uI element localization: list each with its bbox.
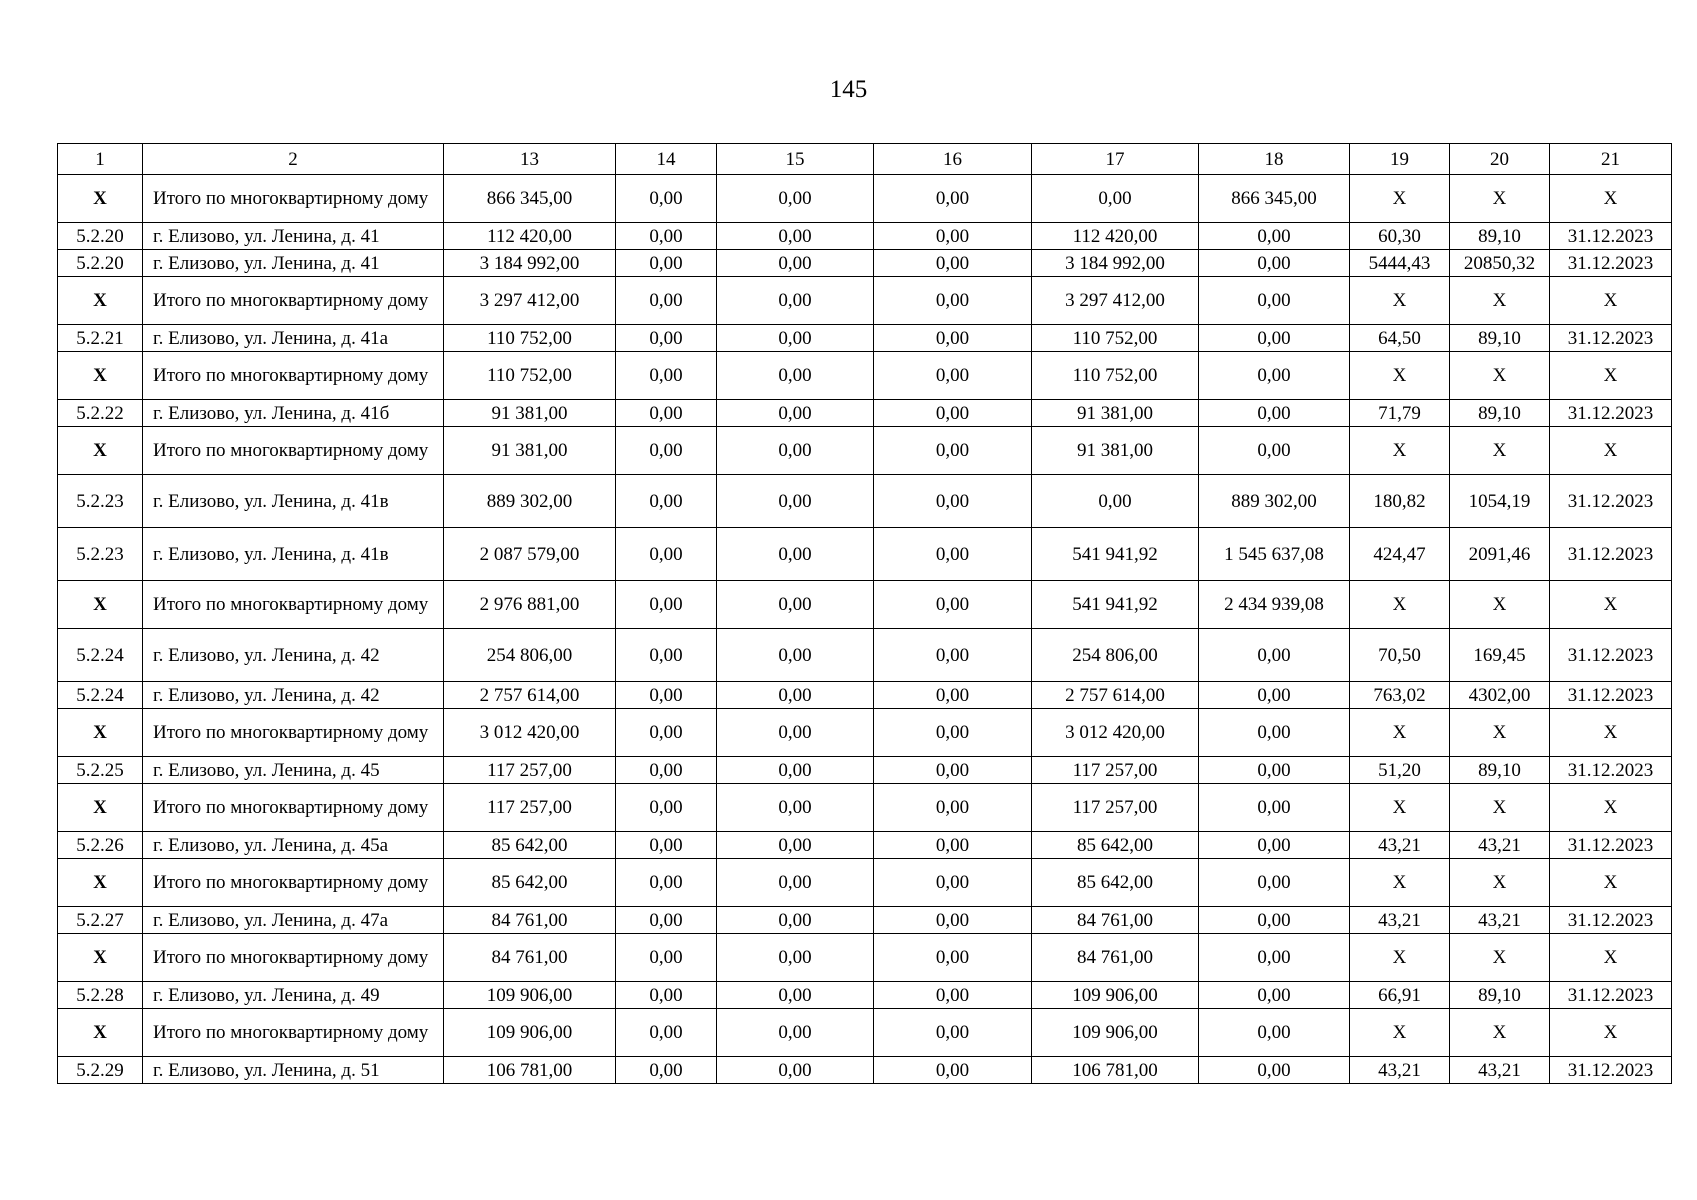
value-cell: 0,00 bbox=[1199, 832, 1350, 859]
value-cell: 254 806,00 bbox=[1032, 629, 1199, 682]
table-row bbox=[58, 709, 1672, 757]
value-cell: 0,00 bbox=[874, 934, 1032, 982]
value-cell: 0,00 bbox=[717, 682, 874, 709]
value-cell: X bbox=[1550, 352, 1672, 400]
row-number-cell: X bbox=[58, 175, 143, 223]
value-cell: 2 976 881,00 bbox=[444, 581, 616, 629]
value-cell: 0,00 bbox=[1032, 175, 1199, 223]
value-cell: 31.12.2023 bbox=[1550, 528, 1672, 581]
address-cell: г. Елизово, ул. Ленина, д. 41 bbox=[143, 250, 444, 277]
value-cell: 0,00 bbox=[616, 709, 717, 757]
value-cell: 0,00 bbox=[1199, 907, 1350, 934]
value-cell: 117 257,00 bbox=[1032, 784, 1199, 832]
table-row bbox=[58, 1009, 1672, 1057]
value-cell: 0,00 bbox=[874, 1009, 1032, 1057]
value-cell: 0,00 bbox=[1199, 1009, 1350, 1057]
value-cell: 0,00 bbox=[1199, 784, 1350, 832]
value-cell: 2 087 579,00 bbox=[444, 528, 616, 581]
value-cell: 0,00 bbox=[874, 629, 1032, 682]
value-cell: 889 302,00 bbox=[1199, 475, 1350, 528]
value-cell: X bbox=[1450, 859, 1550, 907]
value-cell: 112 420,00 bbox=[444, 223, 616, 250]
value-cell: 0,00 bbox=[717, 629, 874, 682]
address-cell: Итого по многоквартирному дому bbox=[143, 859, 444, 907]
row-number-cell: 5.2.25 bbox=[58, 757, 143, 784]
value-cell: 0,00 bbox=[1199, 1057, 1350, 1084]
row-number-cell: X bbox=[58, 784, 143, 832]
row-number-cell: X bbox=[58, 427, 143, 475]
value-cell: 110 752,00 bbox=[1032, 352, 1199, 400]
value-cell: 31.12.2023 bbox=[1550, 475, 1672, 528]
value-cell: 31.12.2023 bbox=[1550, 907, 1672, 934]
value-cell: 0,00 bbox=[717, 784, 874, 832]
value-cell: 0,00 bbox=[1199, 277, 1350, 325]
table-row bbox=[58, 528, 1672, 581]
value-cell: 180,82 bbox=[1350, 475, 1450, 528]
value-cell: 31.12.2023 bbox=[1550, 757, 1672, 784]
table-header-row bbox=[58, 144, 1672, 175]
value-cell: X bbox=[1450, 175, 1550, 223]
row-number-cell: 5.2.23 bbox=[58, 475, 143, 528]
value-cell: 2091,46 bbox=[1450, 528, 1550, 581]
value-cell: 110 752,00 bbox=[444, 352, 616, 400]
table-row bbox=[58, 223, 1672, 250]
address-cell: г. Елизово, ул. Ленина, д. 51 bbox=[143, 1057, 444, 1084]
address-cell: Итого по многоквартирному дому bbox=[143, 934, 444, 982]
row-number-cell: X bbox=[58, 709, 143, 757]
value-cell: 0,00 bbox=[1199, 325, 1350, 352]
row-number-cell: 5.2.20 bbox=[58, 250, 143, 277]
row-number-cell: 5.2.24 bbox=[58, 682, 143, 709]
value-cell: 0,00 bbox=[874, 175, 1032, 223]
value-cell: 85 642,00 bbox=[1032, 859, 1199, 907]
value-cell: 43,21 bbox=[1350, 907, 1450, 934]
value-cell: 31.12.2023 bbox=[1550, 1057, 1672, 1084]
value-cell: 89,10 bbox=[1450, 982, 1550, 1009]
value-cell: 0,00 bbox=[616, 982, 717, 1009]
address-cell: г. Елизово, ул. Ленина, д. 42 bbox=[143, 682, 444, 709]
value-cell: X bbox=[1450, 581, 1550, 629]
header-cell: 14 bbox=[616, 144, 717, 175]
table-row bbox=[58, 629, 1672, 682]
value-cell: 254 806,00 bbox=[444, 629, 616, 682]
value-cell: X bbox=[1550, 277, 1672, 325]
value-cell: 0,00 bbox=[1199, 682, 1350, 709]
value-cell: 0,00 bbox=[717, 175, 874, 223]
value-cell: 0,00 bbox=[717, 223, 874, 250]
value-cell: 0,00 bbox=[1199, 709, 1350, 757]
row-number-cell: X bbox=[58, 934, 143, 982]
address-cell: г. Елизово, ул. Ленина, д. 41в bbox=[143, 528, 444, 581]
value-cell: 31.12.2023 bbox=[1550, 325, 1672, 352]
header-cell: 17 bbox=[1032, 144, 1199, 175]
value-cell: 0,00 bbox=[874, 907, 1032, 934]
value-cell: 85 642,00 bbox=[1032, 832, 1199, 859]
value-cell: 0,00 bbox=[874, 982, 1032, 1009]
value-cell: 2 757 614,00 bbox=[1032, 682, 1199, 709]
address-cell: Итого по многоквартирному дому bbox=[143, 352, 444, 400]
value-cell: 0,00 bbox=[717, 427, 874, 475]
value-cell: 889 302,00 bbox=[444, 475, 616, 528]
address-cell: г. Елизово, ул. Ленина, д. 45а bbox=[143, 832, 444, 859]
value-cell: 0,00 bbox=[616, 581, 717, 629]
value-cell: 0,00 bbox=[616, 784, 717, 832]
value-cell: X bbox=[1550, 784, 1672, 832]
value-cell: 0,00 bbox=[874, 427, 1032, 475]
value-cell: 109 906,00 bbox=[1032, 1009, 1199, 1057]
value-cell: X bbox=[1350, 175, 1450, 223]
address-cell: г. Елизово, ул. Ленина, д. 42 bbox=[143, 629, 444, 682]
value-cell: 0,00 bbox=[616, 400, 717, 427]
value-cell: 0,00 bbox=[1199, 400, 1350, 427]
table-row bbox=[58, 1057, 1672, 1084]
value-cell: 0,00 bbox=[874, 400, 1032, 427]
value-cell: 763,02 bbox=[1350, 682, 1450, 709]
value-cell: 0,00 bbox=[874, 352, 1032, 400]
header-cell: 21 bbox=[1550, 144, 1672, 175]
value-cell: 0,00 bbox=[717, 907, 874, 934]
value-cell: 541 941,92 bbox=[1032, 581, 1199, 629]
address-cell: г. Елизово, ул. Ленина, д. 41б bbox=[143, 400, 444, 427]
value-cell: 0,00 bbox=[616, 277, 717, 325]
value-cell: 2 757 614,00 bbox=[444, 682, 616, 709]
row-number-cell: 5.2.20 bbox=[58, 223, 143, 250]
value-cell: X bbox=[1450, 784, 1550, 832]
value-cell: 0,00 bbox=[717, 528, 874, 581]
table-row bbox=[58, 581, 1672, 629]
value-cell: 0,00 bbox=[874, 581, 1032, 629]
value-cell: X bbox=[1350, 859, 1450, 907]
address-cell: Итого по многоквартирному дому bbox=[143, 175, 444, 223]
value-cell: 91 381,00 bbox=[444, 427, 616, 475]
value-cell: 866 345,00 bbox=[1199, 175, 1350, 223]
page-number: 145 bbox=[829, 76, 868, 103]
value-cell: 3 184 992,00 bbox=[1032, 250, 1199, 277]
row-number-cell: X bbox=[58, 1009, 143, 1057]
value-cell: 0,00 bbox=[1199, 427, 1350, 475]
value-cell: 4302,00 bbox=[1450, 682, 1550, 709]
value-cell: 0,00 bbox=[874, 859, 1032, 907]
value-cell: X bbox=[1550, 709, 1672, 757]
value-cell: 0,00 bbox=[717, 982, 874, 1009]
value-cell: 0,00 bbox=[616, 528, 717, 581]
value-cell: 31.12.2023 bbox=[1550, 400, 1672, 427]
value-cell: X bbox=[1450, 934, 1550, 982]
value-cell: 0,00 bbox=[717, 1009, 874, 1057]
value-cell: 91 381,00 bbox=[444, 400, 616, 427]
table-row bbox=[58, 277, 1672, 325]
value-cell: 3 012 420,00 bbox=[444, 709, 616, 757]
value-cell: 0,00 bbox=[616, 682, 717, 709]
data-table bbox=[57, 143, 1672, 1084]
value-cell: 0,00 bbox=[616, 757, 717, 784]
value-cell: 31.12.2023 bbox=[1550, 682, 1672, 709]
value-cell: 43,21 bbox=[1450, 832, 1550, 859]
address-cell: Итого по многоквартирному дому bbox=[143, 277, 444, 325]
table-row bbox=[58, 250, 1672, 277]
table-row bbox=[58, 784, 1672, 832]
value-cell: 43,21 bbox=[1450, 1057, 1550, 1084]
address-cell: Итого по многоквартирному дому bbox=[143, 581, 444, 629]
row-number-cell: X bbox=[58, 581, 143, 629]
value-cell: 0,00 bbox=[717, 832, 874, 859]
header-cell: 15 bbox=[717, 144, 874, 175]
value-cell: 31.12.2023 bbox=[1550, 223, 1672, 250]
value-cell: 0,00 bbox=[1199, 352, 1350, 400]
address-cell: г. Елизово, ул. Ленина, д. 47а bbox=[143, 907, 444, 934]
value-cell: 0,00 bbox=[717, 400, 874, 427]
value-cell: 0,00 bbox=[717, 859, 874, 907]
value-cell: 0,00 bbox=[874, 832, 1032, 859]
value-cell: 0,00 bbox=[717, 325, 874, 352]
value-cell: X bbox=[1550, 859, 1672, 907]
header-cell: 19 bbox=[1350, 144, 1450, 175]
table-row bbox=[58, 475, 1672, 528]
value-cell: 0,00 bbox=[874, 709, 1032, 757]
value-cell: 3 297 412,00 bbox=[1032, 277, 1199, 325]
value-cell: 51,20 bbox=[1350, 757, 1450, 784]
value-cell: 3 297 412,00 bbox=[444, 277, 616, 325]
value-cell: 2 434 939,08 bbox=[1199, 581, 1350, 629]
header-cell: 2 bbox=[143, 144, 444, 175]
value-cell: X bbox=[1550, 175, 1672, 223]
value-cell: 0,00 bbox=[616, 475, 717, 528]
value-cell: 117 257,00 bbox=[1032, 757, 1199, 784]
value-cell: 85 642,00 bbox=[444, 832, 616, 859]
value-cell: 0,00 bbox=[874, 250, 1032, 277]
value-cell: 84 761,00 bbox=[1032, 907, 1199, 934]
value-cell: X bbox=[1350, 352, 1450, 400]
value-cell: X bbox=[1450, 709, 1550, 757]
address-cell: г. Елизово, ул. Ленина, д. 41а bbox=[143, 325, 444, 352]
value-cell: 3 184 992,00 bbox=[444, 250, 616, 277]
value-cell: 89,10 bbox=[1450, 757, 1550, 784]
value-cell: 1054,19 bbox=[1450, 475, 1550, 528]
value-cell: 3 012 420,00 bbox=[1032, 709, 1199, 757]
row-number-cell: X bbox=[58, 859, 143, 907]
value-cell: 0,00 bbox=[874, 223, 1032, 250]
value-cell: 66,91 bbox=[1350, 982, 1450, 1009]
value-cell: 0,00 bbox=[717, 352, 874, 400]
value-cell: 43,21 bbox=[1350, 832, 1450, 859]
value-cell: 0,00 bbox=[616, 934, 717, 982]
value-cell: X bbox=[1350, 277, 1450, 325]
value-cell: 0,00 bbox=[874, 1057, 1032, 1084]
address-cell: г. Елизово, ул. Ленина, д. 49 bbox=[143, 982, 444, 1009]
value-cell: 0,00 bbox=[717, 709, 874, 757]
value-cell: 541 941,92 bbox=[1032, 528, 1199, 581]
value-cell: 0,00 bbox=[717, 934, 874, 982]
value-cell: X bbox=[1350, 1009, 1450, 1057]
header-cell: 18 bbox=[1199, 144, 1350, 175]
value-cell: X bbox=[1350, 784, 1450, 832]
value-cell: 43,21 bbox=[1350, 1057, 1450, 1084]
table-row bbox=[58, 859, 1672, 907]
value-cell: 0,00 bbox=[616, 859, 717, 907]
table-row bbox=[58, 682, 1672, 709]
value-cell: 0,00 bbox=[1199, 859, 1350, 907]
table-row bbox=[58, 352, 1672, 400]
row-number-cell: 5.2.23 bbox=[58, 528, 143, 581]
value-cell: 84 761,00 bbox=[444, 934, 616, 982]
address-cell: г. Елизово, ул. Ленина, д. 41 bbox=[143, 223, 444, 250]
value-cell: 0,00 bbox=[1199, 982, 1350, 1009]
value-cell: 0,00 bbox=[874, 528, 1032, 581]
address-cell: г. Елизово, ул. Ленина, д. 41в bbox=[143, 475, 444, 528]
row-number-cell: X bbox=[58, 352, 143, 400]
value-cell: X bbox=[1450, 1009, 1550, 1057]
value-cell: 110 752,00 bbox=[1032, 325, 1199, 352]
value-cell: 70,50 bbox=[1350, 629, 1450, 682]
value-cell: 0,00 bbox=[717, 475, 874, 528]
value-cell: 0,00 bbox=[717, 1057, 874, 1084]
value-cell: 0,00 bbox=[874, 682, 1032, 709]
value-cell: 0,00 bbox=[616, 325, 717, 352]
value-cell: 110 752,00 bbox=[444, 325, 616, 352]
value-cell: 31.12.2023 bbox=[1550, 629, 1672, 682]
value-cell: 866 345,00 bbox=[444, 175, 616, 223]
row-number-cell: 5.2.24 bbox=[58, 629, 143, 682]
value-cell: 0,00 bbox=[1199, 223, 1350, 250]
value-cell: 0,00 bbox=[717, 581, 874, 629]
value-cell: 91 381,00 bbox=[1032, 427, 1199, 475]
value-cell: 64,50 bbox=[1350, 325, 1450, 352]
value-cell: X bbox=[1450, 277, 1550, 325]
value-cell: 109 906,00 bbox=[1032, 982, 1199, 1009]
value-cell: 84 761,00 bbox=[1032, 934, 1199, 982]
row-number-cell: 5.2.28 bbox=[58, 982, 143, 1009]
value-cell: 0,00 bbox=[1199, 934, 1350, 982]
table-row bbox=[58, 175, 1672, 223]
header-cell: 16 bbox=[874, 144, 1032, 175]
header-cell: 1 bbox=[58, 144, 143, 175]
value-cell: X bbox=[1550, 427, 1672, 475]
value-cell: 85 642,00 bbox=[444, 859, 616, 907]
header-cell: 20 bbox=[1450, 144, 1550, 175]
value-cell: 0,00 bbox=[874, 475, 1032, 528]
value-cell: 0,00 bbox=[616, 629, 717, 682]
value-cell: 112 420,00 bbox=[1032, 223, 1199, 250]
address-cell: Итого по многоквартирному дому bbox=[143, 1009, 444, 1057]
address-cell: Итого по многоквартирному дому bbox=[143, 709, 444, 757]
value-cell: 0,00 bbox=[616, 223, 717, 250]
value-cell: 5444,43 bbox=[1350, 250, 1450, 277]
value-cell: X bbox=[1350, 427, 1450, 475]
table-row bbox=[58, 400, 1672, 427]
address-cell: Итого по многоквартирному дому bbox=[143, 427, 444, 475]
table-row bbox=[58, 832, 1672, 859]
value-cell: 60,30 bbox=[1350, 223, 1450, 250]
address-cell: г. Елизово, ул. Ленина, д. 45 bbox=[143, 757, 444, 784]
table-row bbox=[58, 325, 1672, 352]
value-cell: 0,00 bbox=[1199, 757, 1350, 784]
value-cell: 0,00 bbox=[717, 250, 874, 277]
value-cell: X bbox=[1550, 581, 1672, 629]
table-row bbox=[58, 427, 1672, 475]
value-cell: 31.12.2023 bbox=[1550, 832, 1672, 859]
row-number-cell: 5.2.22 bbox=[58, 400, 143, 427]
value-cell: 0,00 bbox=[616, 352, 717, 400]
value-cell: 71,79 bbox=[1350, 400, 1450, 427]
value-cell: 0,00 bbox=[874, 757, 1032, 784]
value-cell: X bbox=[1550, 1009, 1672, 1057]
value-cell: 91 381,00 bbox=[1032, 400, 1199, 427]
table-row bbox=[58, 907, 1672, 934]
value-cell: X bbox=[1550, 934, 1672, 982]
value-cell: 89,10 bbox=[1450, 400, 1550, 427]
value-cell: 0,00 bbox=[616, 907, 717, 934]
value-cell: 89,10 bbox=[1450, 223, 1550, 250]
table-row bbox=[58, 934, 1672, 982]
value-cell: 0,00 bbox=[616, 1009, 717, 1057]
value-cell: X bbox=[1350, 934, 1450, 982]
value-cell: 89,10 bbox=[1450, 325, 1550, 352]
row-number-cell: 5.2.21 bbox=[58, 325, 143, 352]
value-cell: 0,00 bbox=[1032, 475, 1199, 528]
value-cell: X bbox=[1450, 352, 1550, 400]
value-cell: 0,00 bbox=[616, 250, 717, 277]
value-cell: 0,00 bbox=[616, 427, 717, 475]
value-cell: 0,00 bbox=[616, 832, 717, 859]
value-cell: 31.12.2023 bbox=[1550, 982, 1672, 1009]
value-cell: 424,47 bbox=[1350, 528, 1450, 581]
address-cell: Итого по многоквартирному дому bbox=[143, 784, 444, 832]
row-number-cell: 5.2.29 bbox=[58, 1057, 143, 1084]
value-cell: 169,45 bbox=[1450, 629, 1550, 682]
value-cell: 0,00 bbox=[874, 325, 1032, 352]
value-cell: 106 781,00 bbox=[1032, 1057, 1199, 1084]
value-cell: X bbox=[1350, 709, 1450, 757]
row-number-cell: 5.2.26 bbox=[58, 832, 143, 859]
value-cell: 31.12.2023 bbox=[1550, 250, 1672, 277]
value-cell: 84 761,00 bbox=[444, 907, 616, 934]
table-row bbox=[58, 982, 1672, 1009]
table-row bbox=[58, 757, 1672, 784]
row-number-cell: 5.2.27 bbox=[58, 907, 143, 934]
value-cell: 0,00 bbox=[874, 277, 1032, 325]
value-cell: 109 906,00 bbox=[444, 1009, 616, 1057]
row-number-cell: X bbox=[58, 277, 143, 325]
value-cell: X bbox=[1350, 581, 1450, 629]
value-cell: 1 545 637,08 bbox=[1199, 528, 1350, 581]
value-cell: 0,00 bbox=[874, 784, 1032, 832]
value-cell: 0,00 bbox=[717, 277, 874, 325]
value-cell: 0,00 bbox=[717, 757, 874, 784]
value-cell: 0,00 bbox=[616, 1057, 717, 1084]
header-cell: 13 bbox=[444, 144, 616, 175]
value-cell: 109 906,00 bbox=[444, 982, 616, 1009]
value-cell: 0,00 bbox=[1199, 629, 1350, 682]
value-cell: 117 257,00 bbox=[444, 784, 616, 832]
value-cell: 20850,32 bbox=[1450, 250, 1550, 277]
value-cell: 43,21 bbox=[1450, 907, 1550, 934]
value-cell: 106 781,00 bbox=[444, 1057, 616, 1084]
value-cell: 0,00 bbox=[616, 175, 717, 223]
value-cell: 0,00 bbox=[1199, 250, 1350, 277]
value-cell: 117 257,00 bbox=[444, 757, 616, 784]
value-cell: X bbox=[1450, 427, 1550, 475]
